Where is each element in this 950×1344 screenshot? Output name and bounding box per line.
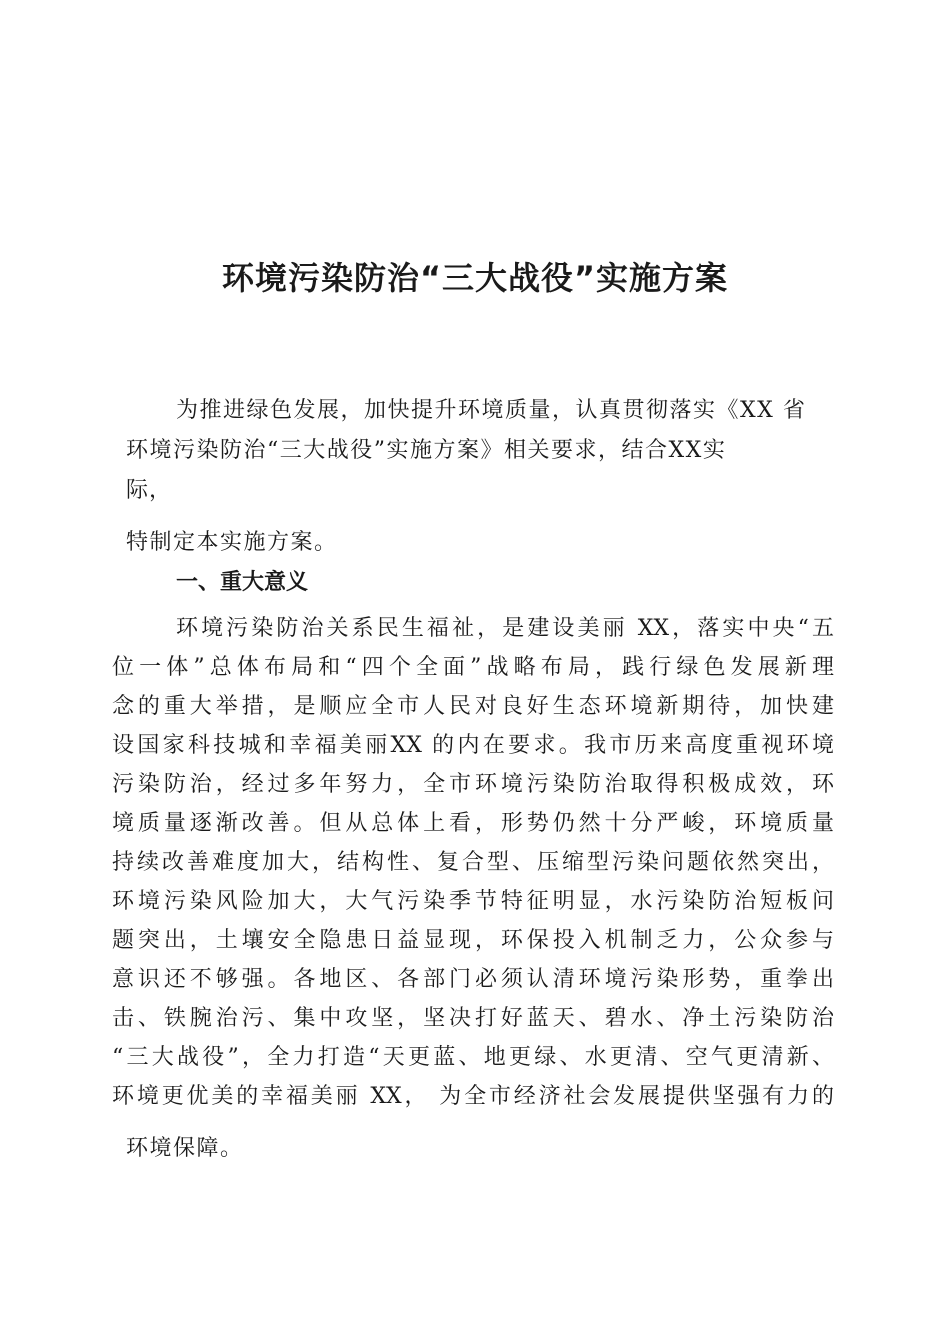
page-title: 环境污染防治“三大战役”实施方案 <box>221 259 729 297</box>
paragraph-line: 环境保障。 <box>126 1136 244 1161</box>
paragraph-line: 持续改善难度加大，结构性、复合型、压缩型污染问题依然突出， <box>112 850 834 875</box>
paragraph-line: 设国家科技城和幸福美丽XX 的内在要求。我市历来高度重视环境 <box>112 733 834 758</box>
paragraph-line: 念的重大举措，是顺应全市人民对良好生态环境新期待，加快建 <box>112 694 834 719</box>
intro-line: 际， <box>126 478 173 503</box>
paragraph-line: 污染防治，经过多年努力，全市环境污染防治取得积极成效，环 <box>112 772 834 797</box>
paragraph-line: 环境更优美的幸福美丽 XX， 为全市经济社会发展提供坚强有力的 <box>112 1084 834 1109</box>
paragraph-line: 题突出，土壤安全隐患日益显现，环保投入机制乏力，公众参与 <box>112 928 834 953</box>
paragraph-line: 境质量逐渐改善。但从总体上看，形势仍然十分严峻，环境质量 <box>112 811 834 836</box>
intro-line: 特制定本实施方案。 <box>126 530 338 555</box>
intro-line: 环境污染防治“三大战役”实施方案》相关要求，结合XX实 <box>126 438 727 463</box>
paragraph-line: 环境污染防治关系民生福祉，是建设美丽 XX，落实中央“五 <box>176 616 834 641</box>
paragraph-line: 环境污染风险加大，大气污染季节特征明显，水污染防治短板问 <box>112 889 834 914</box>
intro-line: 为推进绿色发展，加快提升环境质量，认真贯彻落实《XX 省 <box>176 398 807 423</box>
paragraph-line: “三大战役”，全力打造“天更蓝、地更绿、水更清、空气更清新、 <box>112 1045 834 1070</box>
paragraph-line: 击、铁腕治污、集中攻坚，坚决打好蓝天、碧水、净土污染防治 <box>112 1006 834 1031</box>
section-heading: 一、重大意义 <box>176 570 309 595</box>
paragraph-line: 位一体”总体布局和“四个全面”战略布局，践行绿色发展新理 <box>112 655 834 680</box>
paragraph-line: 意识还不够强。各地区、各部门必须认清环境污染形势，重拳出 <box>112 967 834 992</box>
